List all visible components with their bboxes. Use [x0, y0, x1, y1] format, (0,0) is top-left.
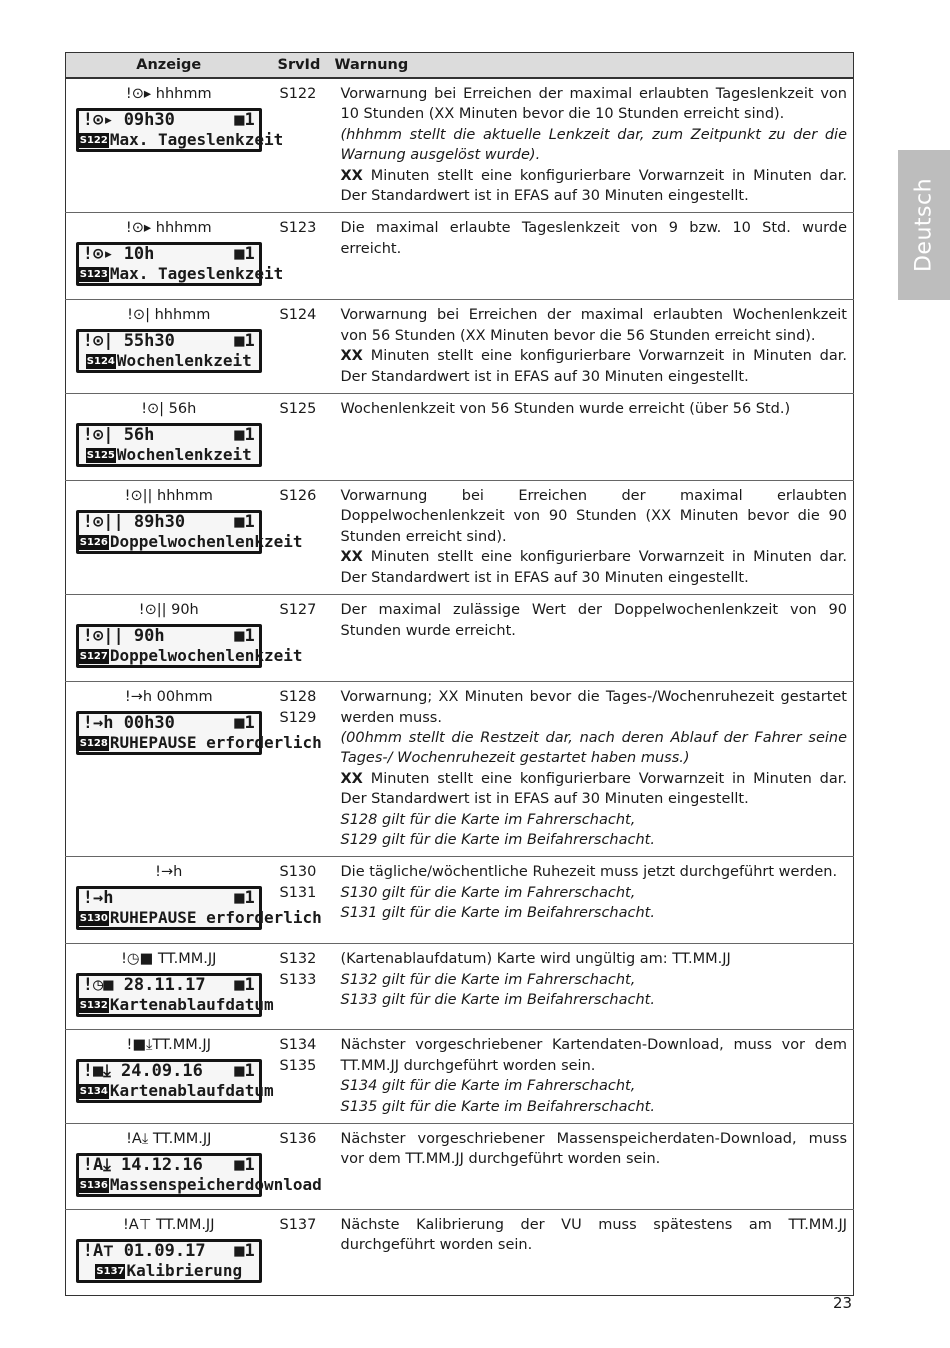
- lcd-card-icon: ■1: [234, 244, 255, 265]
- lcd-line1: !⊙| 55h30: [82, 331, 175, 352]
- warning-text: S133 gilt für die Karte im Beifahrerschacht.: [340, 992, 655, 1009]
- display-cell: [66, 300, 272, 394]
- lcd-screen: [79, 1154, 322, 1194]
- warning-text: S132 gilt für die Karte im Fahrerschacht,: [340, 971, 636, 988]
- warning-cell: [329, 595, 854, 682]
- language-tab: [898, 150, 950, 300]
- srvid-value: S130: [279, 864, 317, 881]
- lcd-screen: [79, 244, 284, 284]
- display-symbol: !⊙|| hhhmm: [124, 488, 213, 505]
- lcd-message: RUHEPAUSE erforderlich: [109, 733, 322, 753]
- lcd-message: Massenspeicherdownload: [109, 1174, 322, 1194]
- srvid-value: S136: [279, 1130, 317, 1147]
- language-tab-label: Deutsch: [911, 177, 937, 273]
- warning-cell: [329, 1209, 854, 1295]
- display-symbol: !→h: [155, 864, 183, 881]
- lcd-screen: [79, 1061, 274, 1101]
- lcd-line2: [79, 445, 259, 464]
- display-symbol: !A⊤ TT.MM.JJ: [122, 1216, 215, 1233]
- warning-line: [341, 1215, 848, 1256]
- warning-line: [341, 346, 848, 387]
- display-symbol: !⊙|| 90h: [138, 602, 199, 619]
- lcd-code-badge: S122: [79, 135, 108, 146]
- display-symbol: !→h 00hmm: [124, 689, 213, 706]
- warning-lead: XX: [340, 348, 363, 365]
- warning-text: S131 gilt für die Karte im Beifahrerschacht.: [340, 905, 655, 922]
- lcd-display: [76, 1059, 274, 1103]
- warning-text: Nächster vorgeschriebener Massenspeicherdaten-Download, muss vor dem TT.MM.JJ durchgeführt worden sein.: [340, 1130, 847, 1168]
- lcd-card-icon: ■1: [234, 888, 255, 909]
- header-display: Anzeige: [66, 53, 272, 79]
- warning-lead: XX: [340, 549, 363, 566]
- warning-line: [341, 1129, 848, 1170]
- lcd-line2: [79, 646, 303, 666]
- table-row: [66, 1030, 854, 1124]
- lcd-card-icon: ■1: [234, 713, 255, 734]
- table-row: [66, 595, 854, 682]
- display-cell: [66, 213, 284, 300]
- warning-line: [341, 970, 848, 990]
- lcd-card-icon: ■1: [234, 110, 255, 130]
- warning-line: [341, 862, 848, 882]
- display-symbol: !A⤓ TT.MM.JJ: [126, 1130, 212, 1147]
- lcd-display: [76, 624, 303, 668]
- warning-text: Vorwarnung; XX Minuten bevor die Tages-/Wochenruhezeit gestartet werden muss.: [340, 689, 847, 726]
- srvid-value: S132: [279, 951, 317, 968]
- srvid-value: S125: [279, 401, 317, 418]
- lcd-line2: [79, 130, 284, 149]
- lcd-line2: [79, 264, 284, 284]
- warning-text: Die tägliche/wöchentliche Ruhezeit muss jetzt durchgeführt werden.: [340, 864, 838, 881]
- srvid-value: S122: [279, 86, 317, 102]
- warning-text: (00hmm stellt die Restzeit dar, nach deren Ablauf der Fahrer seine Tages-/ Wochenruhezeit gestartet haben muss.): [340, 729, 847, 767]
- display-cell: [66, 944, 272, 1030]
- lcd-line1: !⊙|| 89h30: [82, 512, 186, 533]
- lcd-line2: [79, 1261, 259, 1280]
- warning-line: [341, 1076, 848, 1096]
- warning-line: [341, 769, 848, 810]
- lcd-screen: [79, 512, 303, 552]
- warning-lead: XX: [340, 770, 363, 787]
- table-row: [66, 944, 854, 1030]
- warning-cell: [329, 857, 854, 944]
- display-cell: [66, 394, 272, 481]
- lcd-message: Doppelwochenlenkzeit: [109, 532, 303, 552]
- warning-line: [341, 84, 848, 125]
- warning-line: [341, 1035, 848, 1076]
- table-row: [66, 1209, 854, 1295]
- lcd-code-badge: S134: [79, 1086, 108, 1098]
- warning-text: Vorwarnung bei Erreichen der maximal erlaubten Doppelwochenlenkzeit von 90 Stunden (XX Minuten bevor die 90 Stunden erreicht sind).: [340, 488, 847, 545]
- lcd-line1: !■⤓ 24.09.16: [82, 1061, 203, 1082]
- display-symbol: !■⤓TT.MM.JJ: [126, 1037, 211, 1054]
- lcd-display: [76, 423, 262, 467]
- lcd-display: [76, 973, 274, 1017]
- warning-line: [341, 305, 848, 346]
- lcd-screen: [79, 332, 259, 370]
- lcd-line1: !A⊤ 01.09.17: [82, 1240, 206, 1261]
- srvid-cell: [272, 300, 329, 394]
- lcd-message: Kartenablaufdatum: [109, 995, 274, 1015]
- display-symbol: !⊙▸ hhhmm: [125, 86, 212, 102]
- table-row: [66, 300, 854, 394]
- lcd-display: [76, 510, 303, 554]
- lcd-code-badge: S137: [96, 1265, 125, 1277]
- lcd-code-badge: S136: [79, 1179, 108, 1191]
- table-row: [66, 682, 854, 857]
- srvid-cell: [272, 1123, 329, 1209]
- warning-cell: [329, 213, 854, 300]
- display-cell: [66, 595, 303, 682]
- display-symbol: !⊙▸ hhhmm: [125, 220, 212, 237]
- warning-text: (Kartenablaufdatum) Karte wird ungültig am: TT.MM.JJ: [340, 951, 731, 968]
- header-srvid: SrvId: [272, 53, 329, 79]
- lcd-card-icon: ■1: [234, 975, 255, 996]
- lcd-line2: [79, 1174, 322, 1194]
- srvid-cell: [272, 682, 329, 857]
- lcd-screen: [79, 110, 284, 149]
- page-number: 23: [833, 1294, 853, 1312]
- warning-line: [341, 687, 848, 728]
- warning-line: [341, 547, 848, 588]
- lcd-line1: !A⤓ 14.12.16: [82, 1154, 203, 1175]
- warning-text: Die maximal erlaubte Tageslenkzeit von 9 bzw. 10 Std. wurde erreicht.: [340, 220, 847, 257]
- lcd-message: Max. Tageslenkzeit: [109, 264, 284, 284]
- srvid-value: S129: [279, 709, 317, 726]
- lcd-screen: [79, 426, 259, 464]
- display-cell: [66, 1123, 322, 1209]
- display-symbol: !⊙| 56h: [141, 401, 197, 418]
- lcd-code-badge: S124: [86, 356, 115, 368]
- lcd-display: [76, 1239, 262, 1283]
- warning-cell: [329, 481, 854, 595]
- lcd-card-icon: ■1: [234, 1240, 255, 1261]
- warning-text: Nächste Kalibrierung der VU muss spätestens am TT.MM.JJ durchgeführt worden sein.: [340, 1216, 847, 1254]
- warning-cell: [329, 682, 854, 857]
- lcd-code-badge: S130: [79, 913, 108, 925]
- lcd-card-icon: ■1: [234, 1154, 255, 1175]
- warning-text: S130 gilt für die Karte im Fahrerschacht,: [340, 884, 636, 901]
- warning-text: S135 gilt für die Karte im Beifahrerschacht.: [340, 1098, 655, 1115]
- lcd-line1: !⊙| 56h: [82, 425, 155, 446]
- lcd-card-icon: ■1: [234, 512, 255, 533]
- warning-line: [341, 903, 848, 923]
- warning-text: (hhhmm stellt die aktuelle Lenkzeit dar, zum Zeitpunkt zu der die Warnung ausgelöst wurde).: [340, 126, 847, 164]
- warning-cell: [329, 394, 854, 481]
- warning-line: [341, 830, 848, 850]
- lcd-display: [76, 108, 284, 152]
- lcd-line1: !→h: [82, 888, 114, 909]
- srvid-cell: [272, 394, 329, 481]
- warning-line: [341, 728, 848, 769]
- warning-text: Minuten stellt eine konfigurierbare Vorwarnzeit in Minuten dar. Der Standardwert ist in EFAS auf 30 Minuten eingestellt.: [340, 770, 847, 808]
- srvid-cell: [272, 857, 329, 944]
- warning-line: [341, 810, 848, 830]
- warning-cell: [329, 1030, 854, 1124]
- srvid-value: S131: [279, 884, 317, 901]
- lcd-code-badge: S127: [79, 651, 108, 663]
- warning-text: Der maximal zulässige Wert der Doppelwochenlenkzeit von 90 Stunden wurde erreicht.: [340, 602, 847, 639]
- lcd-message: Kartenablaufdatum: [109, 1081, 274, 1101]
- srvid-value: S126: [279, 488, 317, 505]
- srvid-value: S135: [279, 1057, 317, 1074]
- display-cell: [66, 1209, 272, 1295]
- warning-text: Minuten stellt eine konfigurierbare Vorwarnzeit in Minuten dar. Der Standardwert ist in EFAS auf 30 Minuten eingestellt.: [340, 549, 847, 586]
- warning-lead: XX: [340, 167, 363, 184]
- table-row: [66, 857, 854, 944]
- warning-cell: [329, 1123, 854, 1209]
- lcd-screen: [79, 1242, 259, 1280]
- display-cell: [66, 481, 303, 595]
- lcd-display: [76, 1153, 322, 1197]
- srvid-value: S137: [279, 1216, 317, 1233]
- display-cell: [66, 78, 284, 213]
- srvid-value: S128: [279, 689, 317, 706]
- lcd-message: RUHEPAUSE erforderlich: [109, 908, 322, 928]
- warning-text: Nächster vorgeschriebener Kartendaten-Download, muss vor dem TT.MM.JJ durchgeführt worden sein.: [340, 1037, 847, 1074]
- srvid-value: S124: [279, 307, 317, 324]
- lcd-screen: [79, 626, 303, 666]
- lcd-message: Doppelwochenlenkzeit: [109, 646, 303, 666]
- table-row: [66, 213, 854, 300]
- lcd-line1: !⊙▸ 10h: [82, 244, 155, 265]
- warning-line: [341, 166, 848, 207]
- display-cell: [66, 1030, 272, 1124]
- warning-line: [341, 883, 848, 903]
- lcd-card-icon: ■1: [234, 331, 255, 352]
- warning-text: Vorwarnung bei Erreichen der maximal erlaubten Wochenlenkzeit von 56 Stunden (XX Minuten bevor die 56 Stunden erreicht sind).: [340, 307, 847, 344]
- warning-line: [341, 600, 848, 641]
- lcd-line2: [79, 733, 322, 753]
- lcd-line2: [79, 1081, 274, 1101]
- lcd-display: [76, 329, 262, 373]
- warning-text: S134 gilt für die Karte im Fahrerschacht,: [340, 1078, 636, 1095]
- lcd-code-badge: S125: [86, 450, 115, 462]
- lcd-message: Wochenlenkzeit: [116, 351, 252, 371]
- warning-line: [341, 486, 848, 547]
- lcd-card-icon: ■1: [234, 1061, 255, 1082]
- srvid-value: S127: [279, 602, 317, 619]
- warning-line: [341, 399, 848, 419]
- srvid-cell: [272, 213, 329, 300]
- lcd-code-badge: S126: [79, 537, 108, 549]
- lcd-line1: !⊙▸ 09h30: [82, 110, 175, 130]
- srvid-cell: [272, 1209, 329, 1295]
- srvid-value: S134: [279, 1037, 317, 1054]
- table-header-row: [66, 53, 854, 79]
- warning-line: [341, 1097, 848, 1117]
- warning-text: Wochenlenkzeit von 56 Stunden wurde erreicht (über 56 Std.): [340, 401, 791, 418]
- warning-cell: [329, 944, 854, 1030]
- srvid-cell: [272, 1030, 329, 1124]
- warning-cell: [329, 78, 854, 213]
- warning-line: [341, 125, 848, 166]
- header-warning: Warnung: [329, 53, 854, 79]
- srvid-value: S123: [279, 220, 317, 237]
- display-symbol: !⊙| hhhmm: [127, 307, 211, 324]
- lcd-card-icon: ■1: [234, 626, 255, 647]
- table-row: [66, 1123, 854, 1209]
- warning-line: [341, 949, 848, 969]
- srvid-value: S133: [279, 971, 317, 988]
- table-row: [66, 481, 854, 595]
- table-row: [66, 394, 854, 481]
- lcd-line2: [79, 532, 303, 552]
- lcd-code-badge: S132: [79, 1000, 108, 1012]
- lcd-line1: !⊙|| 90h: [82, 626, 165, 647]
- lcd-line2: [79, 995, 274, 1015]
- lcd-screen: [79, 975, 274, 1015]
- lcd-code-badge: S123: [79, 269, 108, 281]
- warning-text: S128 gilt für die Karte im Fahrerschacht,: [340, 811, 636, 828]
- srvid-cell: [272, 944, 329, 1030]
- lcd-message: Kalibrierung: [126, 1260, 243, 1280]
- lcd-code-badge: S128: [79, 738, 108, 750]
- table-row: [66, 78, 854, 213]
- lcd-line1: !→h 00h30: [82, 713, 175, 734]
- warning-line: [341, 990, 848, 1010]
- lcd-line2: [79, 908, 322, 928]
- table-body: [66, 78, 854, 1295]
- lcd-card-icon: ■1: [234, 425, 255, 446]
- warning-text: S129 gilt für die Karte im Beifahrerschacht.: [340, 831, 655, 848]
- warning-line: [341, 218, 848, 259]
- srvid-cell: [272, 595, 329, 682]
- warning-table: [65, 52, 854, 1296]
- warning-cell: [329, 300, 854, 394]
- lcd-message: Max. Tageslenkzeit: [109, 130, 284, 149]
- lcd-line2: [79, 351, 259, 370]
- warning-text: Minuten stellt eine konfigurierbare Vorwarnzeit in Minuten dar. Der Standardwert ist in EFAS auf 30 Minuten eingestellt.: [340, 348, 847, 385]
- warning-text: Vorwarnung bei Erreichen der maximal erlaubten Tageslenkzeit von 10 Stunden (XX Minuten bevor die 10 Stunden erreicht sind).: [340, 86, 847, 123]
- warning-text: Minuten stellt eine konfigurierbare Vorwarnzeit in Minuten dar. Der Standardwert ist in EFAS auf 30 Minuten eingestellt.: [340, 167, 847, 205]
- lcd-message: Wochenlenkzeit: [116, 445, 252, 465]
- lcd-line1: !◷■ 28.11.17: [82, 975, 206, 996]
- lcd-display: [76, 242, 284, 286]
- display-symbol: !◷■ TT.MM.JJ: [121, 951, 217, 968]
